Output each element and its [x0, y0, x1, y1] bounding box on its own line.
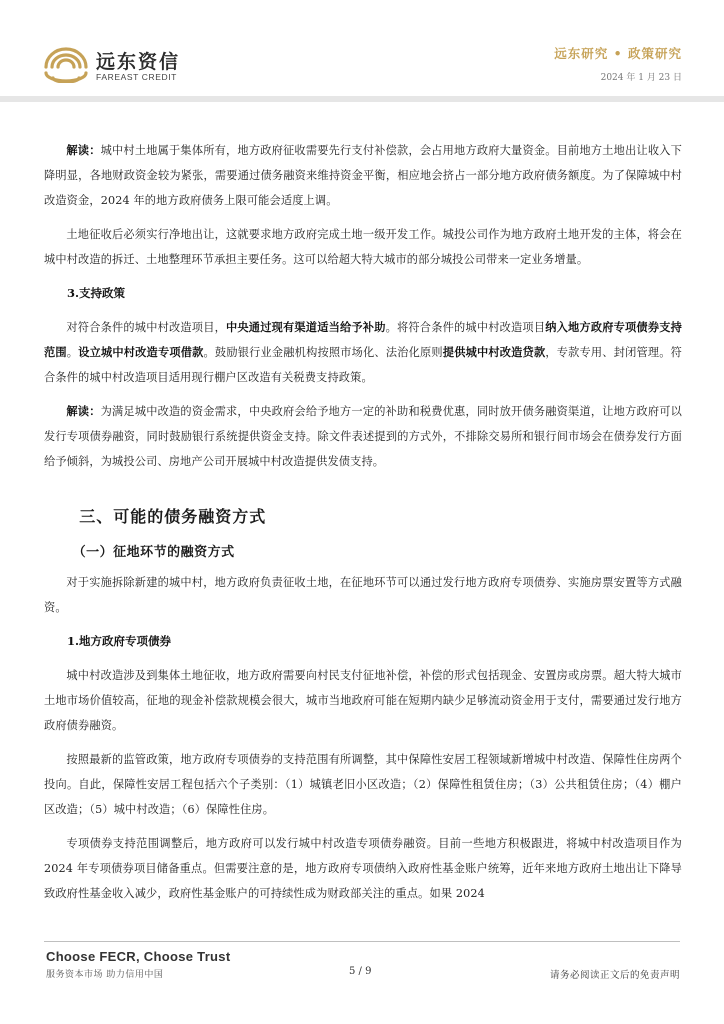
section-title-debt-financing: 三、可能的债务融资方式 — [79, 507, 267, 526]
footer-disclaimer: 请务必阅读正文后的免责声明 — [549, 970, 680, 981]
fareast-logo-icon — [43, 43, 89, 83]
paragraph-special-bonds-3: 专项债券支持范围调整后，地方政府可以发行城中村改造专项债券融资。目前一些地方积极跟进，将城中村改造项目作为 2024 年专项债券项目储备重点。但需要注意的是，地方政府专项债纳入政府性基金账户统筹，近年来地方政府土地出让下降导致政府性基金收入减少，政府性基金账户的可持续性成为财政部关注的重点。如果 2024 — [44, 837, 682, 900]
interpretation-label: 解读： — [66, 404, 101, 418]
logo-chinese-name: 远东资信 — [96, 51, 181, 73]
paragraph-support-policy: 对符合条件的城中村改造项目，中央通过现有渠道适当给予补助。将符合条件的城中村改造项目纳入地方政府专项债券支持范围。设立城中村改造专项借款。鼓励银行业金融机构按照市场化、法治化原则提供城中村改造贷款，专款专用、封闭管理。符合条件的城中村改造项目适用现行棚户区改造有关税费支持政策。 — [44, 320, 683, 384]
footer-divider — [44, 941, 680, 942]
footer-slogan: Choose FECR, Choose Trust — [46, 949, 231, 964]
report-date: 2024 年 1 月 23 日 — [600, 73, 682, 83]
logo-english-name: FAREAST CREDIT — [96, 72, 177, 82]
heading-support-policy: 3.支持政策 — [67, 286, 126, 300]
report-category: 远东研究 • 政策研究 — [554, 46, 682, 61]
heading-special-bonds: 1.地方政府专项债券 — [67, 634, 172, 648]
paragraph-land-acquisition-intro: 对于实施拆除新建的城中村，地方政府负责征收土地，在征地环节可以通过发行地方政府专项债券、实施房票安置等方式融资。 — [44, 576, 682, 614]
header-divider — [0, 96, 724, 102]
paragraph-interpretation-1: 解读：城中村土地属于集体所有，地方政府征收需要先行支付补偿款，会占用地方政府大量资金。目前地方土地出让收入下降明显，各地财政资金较为紧张，需要通过债务融资来维持资金平衡，相应地会挤占一部分地方政府债务额度。为了保障城中村改造资金，2024 年的地方政府债务上限可能会适度上调。 — [44, 143, 683, 207]
document-body — [44, 138, 682, 915]
page-number: 5 / 9 — [349, 966, 372, 977]
paragraph-special-bonds-1: 城中村改造涉及到集体土地征收，地方政府需要向村民支付征地补偿，补偿的形式包括现金、安置房或房票。超大特大城市土地市场价值较高，征地的现金补偿款规模会很大，城市当地政府可能在短期内缺少足够流动资金用于支付，需要通过发行地方政府债券融资。 — [44, 669, 682, 732]
paragraph-interpretation-2: 解读：为满足城中改造的资金需求，中央政府会给予地方一定的补助和税费优惠，同时放开债务融资渠道，让地方政府可以发行专项债券融资，同时鼓励银行系统提供资金支持。除文件表述提到的方式外，不排除交易所和银行间市场会在债券发行方面给予倾斜，为城投公司、房地产公司开展城中村改造提供发债支持。 — [44, 404, 683, 468]
paragraph-special-bonds-2: 按照最新的监管政策，地方政府专项债券的支持范围有所调整，其中保障性安居工程领域新增城中村改造、保障性住房两个投向。自此，保障性安居工程包括六个子类别：（1）城镇老旧小区改造；（2）保障性租赁住房；（3）公共租赁住房；（4）棚户区改造；（5）城中村改造；（6）保障性住房。 — [44, 753, 682, 816]
footer-tagline: 服务资本市场 助力信用中国 — [46, 970, 164, 980]
interpretation-label: 解读： — [66, 143, 101, 157]
paragraph-land-development: 土地征收后必须实行净地出让，这就要求地方政府完成土地一级开发工作。城投公司作为地方政府土地开发的主体，将会在城中村改造的拆迁、土地整理环节承担主要任务。这可以给超大特大城市的部分城投公司带来一定业务增量。 — [44, 228, 682, 266]
page-header — [0, 0, 724, 104]
subsection-title-land-acquisition: （一）征地环节的融资方式 — [72, 545, 235, 560]
